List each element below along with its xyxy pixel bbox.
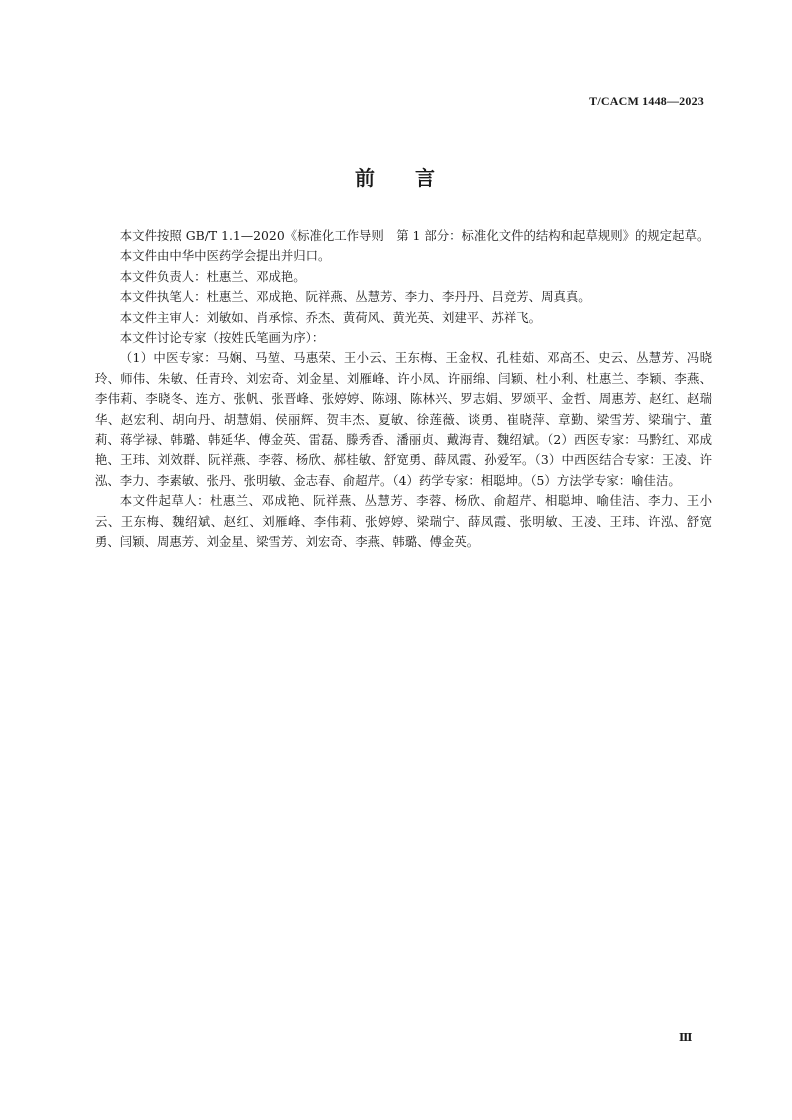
paragraph-chief-reviewers: 本文件主审人：刘敏如、肖承悰、乔杰、黄荷风、黄光英、刘建平、苏祥飞。: [119, 309, 542, 325]
title-char-1: 前: [355, 166, 377, 190]
standard-code: T/CACM 1448—2023: [589, 94, 704, 108]
paragraph-expert-list: （1）中医专家：马娴、马堃、马惠荣、王小云、王东梅、王金权、孔桂茹、邓高丕、史云、丛慧芳、冯晓玲、师伟、朱敏、任青玲、刘宏奇、刘金星、刘雁峰、许小凤、许丽绵、闫颖、杜小利、杜惠兰、李颖、李燕、李伟莉、李晓冬、连方、张帆、张晋峰、张婷婷、陈翊、陈林兴、罗志娟、罗颂平、金哲、周惠芳、赵红、赵瑞华、赵宏利、胡向丹、胡慧娟、侯丽辉、贺丰杰、夏敏、徐莲薇、谈勇、崔晓萍、章勤、梁雪芳、梁瑞宁、董莉、蒋学禄、韩璐、韩延华、傅金英、雷磊、滕秀香、潘丽贞、戴海青、魏绍斌。（2）西医专家：马黔红、邓成艳、王玮、刘效群、阮祥燕、李蓉、杨欣、郝桂敏、舒宽勇、薛凤霞、孙爱军。（3）中西医结合专家：王凌、许泓、李力、李素敏、张丹、张明敏、金志春、俞超芹。（4）药学专家：相聪坤。（5）方法学专家：喻佳洁。: [95, 350, 712, 488]
page-title: [0, 162, 792, 191]
title-char-2: 言: [415, 166, 437, 190]
page-number: Ⅲ: [679, 1032, 693, 1044]
paragraph-proposer: 本文件由中华中医药学会提出并归口。: [119, 248, 331, 264]
paragraph-experts-intro: 本文件讨论专家（按姓氏笔画为序）：: [119, 330, 325, 346]
paragraph-drafters: 本文件起草人：杜惠兰、邓成艳、阮祥燕、丛慧芳、李蓉、杨欣、俞超芹、相聪坤、喻佳洁、李力、王小云、王东梅、魏绍斌、赵红、刘雁峰、李伟莉、张婷婷、梁瑞宁、薛凤霞、张明敏、王凌、王玮、许泓、舒宽勇、闫颖、周惠芳、刘金星、梁雪芳、刘宏奇、李燕、韩璐、傅金英。: [95, 493, 712, 550]
paragraph-writers: 本文件执笔人：杜惠兰、邓成艳、阮祥燕、丛慧芳、李力、李丹丹、吕竞芳、周真真。: [119, 289, 591, 305]
paragraph-drafting-rules: 本文件按照 GB/T 1.1—2020《标准化工作导则 第 1 部分：标准化文件的结构和起草规则》的规定起草。: [119, 228, 710, 243]
paragraph-responsible-persons: 本文件负责人：杜惠兰、邓成艳。: [119, 268, 306, 284]
foreword-body: [95, 226, 712, 553]
